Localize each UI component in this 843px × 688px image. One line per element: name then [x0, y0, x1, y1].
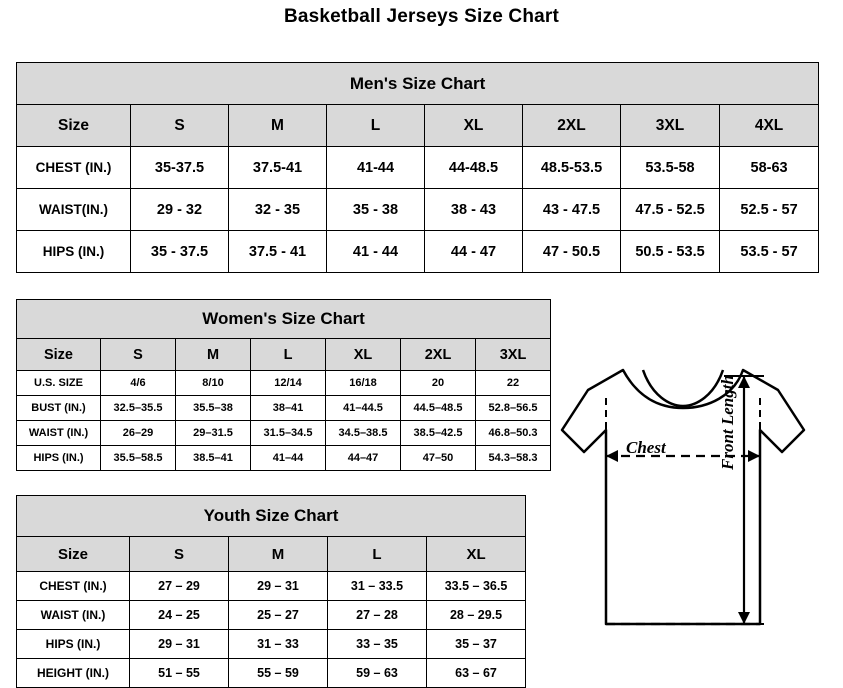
cell-waist-l: 31.5–34.5 — [251, 421, 326, 446]
row-label-height: HEIGHT (IN.) — [17, 659, 130, 688]
table-row — [17, 371, 551, 396]
cell-waist-3xl: 47.5 - 52.5 — [621, 189, 720, 231]
row-label-hips: HIPS (IN.) — [17, 446, 101, 471]
table-row — [17, 231, 819, 273]
cell-hips-xl: 35 – 37 — [427, 630, 526, 659]
cell-hips-m: 38.5–41 — [176, 446, 251, 471]
table-row — [17, 147, 819, 189]
table-row — [17, 659, 526, 688]
cell-hips-l: 41–44 — [251, 446, 326, 471]
column-header-l: L — [251, 339, 326, 371]
row-label-hips: HIPS (IN.) — [17, 231, 131, 273]
column-header-m: M — [229, 105, 327, 147]
cell-waist-xl: 28 – 29.5 — [427, 601, 526, 630]
cell-waist-s: 24 – 25 — [130, 601, 229, 630]
row-label-waist: WAIST(IN.) — [17, 189, 131, 231]
cell-us-size-xl: 16/18 — [326, 371, 401, 396]
column-header-3xl: 3XL — [476, 339, 551, 371]
cell-us-size-l: 12/14 — [251, 371, 326, 396]
table-header-band — [17, 300, 551, 339]
womens-size-chart-table — [16, 299, 551, 471]
cell-waist-2xl: 38.5–42.5 — [401, 421, 476, 446]
cell-height-l: 59 – 63 — [328, 659, 427, 688]
cell-hips-l: 41 - 44 — [327, 231, 425, 273]
cell-chest-xl: 33.5 – 36.5 — [427, 572, 526, 601]
cell-height-xl: 63 – 67 — [427, 659, 526, 688]
cell-chest-l: 41-44 — [327, 147, 425, 189]
cell-waist-s: 29 - 32 — [131, 189, 229, 231]
cell-bust-s: 32.5–35.5 — [101, 396, 176, 421]
cell-chest-2xl: 48.5-53.5 — [523, 147, 621, 189]
table-header-band — [17, 496, 526, 537]
table-header-band — [17, 63, 819, 105]
column-header-2xl: 2XL — [523, 105, 621, 147]
cell-waist-m: 25 – 27 — [229, 601, 328, 630]
row-label-waist: WAIST (IN.) — [17, 601, 130, 630]
mens-size-chart-table — [16, 62, 819, 273]
row-label-us-size: U.S. SIZE — [17, 371, 101, 396]
column-header-xl: XL — [427, 537, 526, 572]
column-header-s: S — [101, 339, 176, 371]
column-header-l: L — [327, 105, 425, 147]
column-header-3xl: 3XL — [621, 105, 720, 147]
row-label-bust: BUST (IN.) — [17, 396, 101, 421]
cell-hips-xl: 44–47 — [326, 446, 401, 471]
cell-hips-l: 33 – 35 — [328, 630, 427, 659]
cell-chest-s: 27 – 29 — [130, 572, 229, 601]
table-row — [17, 421, 551, 446]
cell-bust-m: 35.5–38 — [176, 396, 251, 421]
table-row-column-headers — [17, 537, 526, 572]
table-row — [17, 189, 819, 231]
cell-bust-2xl: 44.5–48.5 — [401, 396, 476, 421]
column-header-4xl: 4XL — [720, 105, 819, 147]
cell-height-m: 55 – 59 — [229, 659, 328, 688]
cell-us-size-s: 4/6 — [101, 371, 176, 396]
cell-us-size-3xl: 22 — [476, 371, 551, 396]
cell-waist-xl: 38 - 43 — [425, 189, 523, 231]
table-row-column-headers — [17, 105, 819, 147]
cell-bust-xl: 41–44.5 — [326, 396, 401, 421]
cell-us-size-2xl: 20 — [401, 371, 476, 396]
column-header-size: Size — [17, 105, 131, 147]
shirt-measurement-diagram — [548, 352, 838, 670]
column-header-xl: XL — [425, 105, 523, 147]
cell-bust-3xl: 52.8–56.5 — [476, 396, 551, 421]
cell-us-size-m: 8/10 — [176, 371, 251, 396]
table-row — [17, 572, 526, 601]
cell-waist-s: 26–29 — [101, 421, 176, 446]
row-label-hips: HIPS (IN.) — [17, 630, 130, 659]
cell-chest-l: 31 – 33.5 — [328, 572, 427, 601]
cell-hips-2xl: 47–50 — [401, 446, 476, 471]
cell-hips-3xl: 54.3–58.3 — [476, 446, 551, 471]
cell-hips-3xl: 50.5 - 53.5 — [621, 231, 720, 273]
row-label-chest: CHEST (IN.) — [17, 147, 131, 189]
cell-chest-m: 37.5-41 — [229, 147, 327, 189]
cell-waist-l: 35 - 38 — [327, 189, 425, 231]
cell-waist-3xl: 46.8–50.3 — [476, 421, 551, 446]
youth-size-chart-table — [16, 495, 526, 688]
cell-hips-m: 37.5 - 41 — [229, 231, 327, 273]
cell-bust-l: 38–41 — [251, 396, 326, 421]
jersey-outline-icon — [548, 352, 838, 670]
table-row — [17, 446, 551, 471]
cell-hips-m: 31 – 33 — [229, 630, 328, 659]
column-header-2xl: 2XL — [401, 339, 476, 371]
page-title: Basketball Jerseys Size Chart — [283, 6, 560, 27]
cell-chest-4xl: 58-63 — [720, 147, 819, 189]
table-row — [17, 396, 551, 421]
column-header-s: S — [130, 537, 229, 572]
column-header-s: S — [131, 105, 229, 147]
column-header-m: M — [176, 339, 251, 371]
table-row — [17, 601, 526, 630]
cell-waist-l: 27 – 28 — [328, 601, 427, 630]
cell-waist-xl: 34.5–38.5 — [326, 421, 401, 446]
cell-chest-m: 29 – 31 — [229, 572, 328, 601]
column-header-l: L — [328, 537, 427, 572]
cell-chest-3xl: 53.5-58 — [621, 147, 720, 189]
youth-chart-title: Youth Size Chart — [17, 496, 526, 537]
chest-measurement-label: Chest — [626, 438, 666, 457]
cell-hips-4xl: 53.5 - 57 — [720, 231, 819, 273]
cell-waist-4xl: 52.5 - 57 — [720, 189, 819, 231]
cell-hips-s: 29 – 31 — [130, 630, 229, 659]
row-label-chest: CHEST (IN.) — [17, 572, 130, 601]
womens-chart-title: Women's Size Chart — [17, 300, 551, 339]
table-row — [17, 630, 526, 659]
cell-waist-m: 32 - 35 — [229, 189, 327, 231]
cell-waist-2xl: 43 - 47.5 — [523, 189, 621, 231]
column-header-size: Size — [17, 339, 101, 371]
table-row-column-headers — [17, 339, 551, 371]
cell-hips-s: 35.5–58.5 — [101, 446, 176, 471]
column-header-xl: XL — [326, 339, 401, 371]
cell-hips-xl: 44 - 47 — [425, 231, 523, 273]
column-header-size: Size — [17, 537, 130, 572]
row-label-waist: WAIST (IN.) — [17, 421, 101, 446]
cell-chest-xl: 44-48.5 — [425, 147, 523, 189]
mens-chart-title: Men's Size Chart — [17, 63, 819, 105]
front-length-measurement-label: Front Length — [718, 375, 737, 470]
cell-chest-s: 35-37.5 — [131, 147, 229, 189]
cell-hips-2xl: 47 - 50.5 — [523, 231, 621, 273]
column-header-m: M — [229, 537, 328, 572]
cell-hips-s: 35 - 37.5 — [131, 231, 229, 273]
cell-waist-m: 29–31.5 — [176, 421, 251, 446]
cell-height-s: 51 – 55 — [130, 659, 229, 688]
